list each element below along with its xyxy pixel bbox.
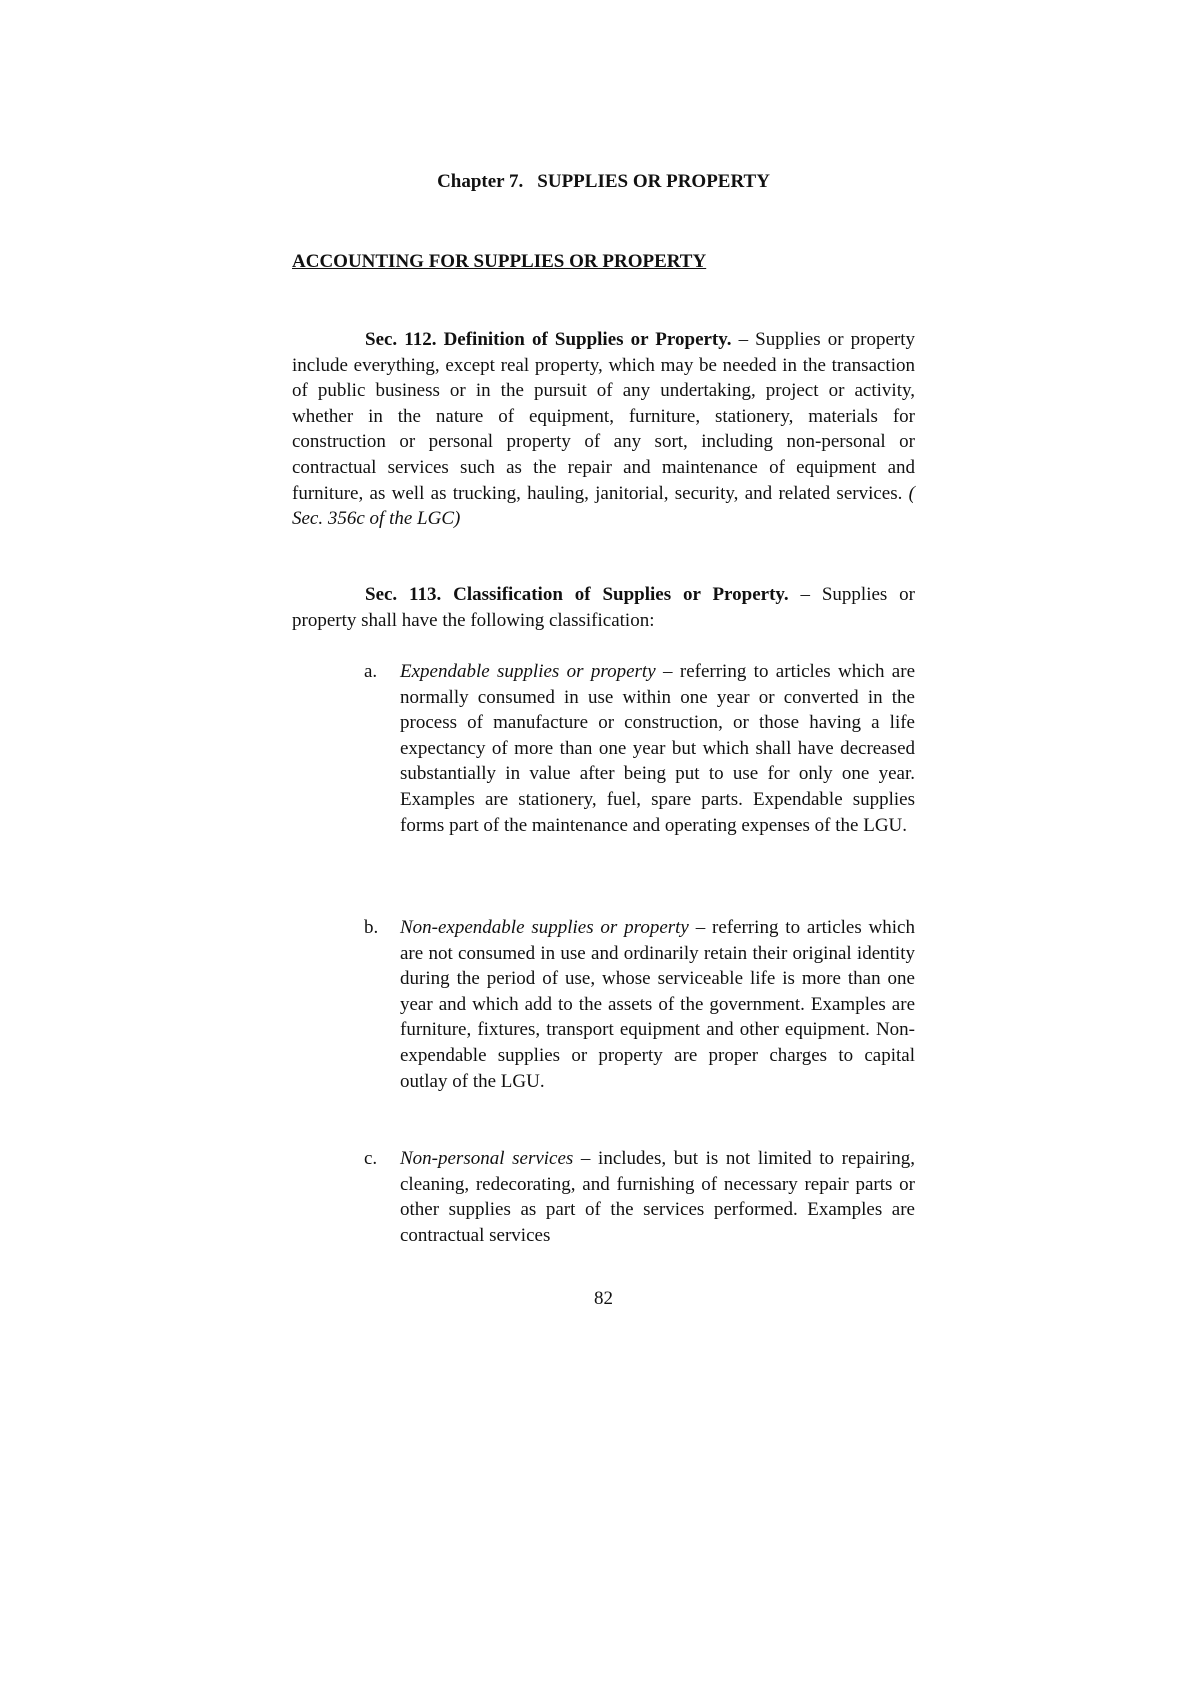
section-112-dash: – (731, 329, 756, 350)
classification-item-body (400, 1146, 915, 1248)
classification-item-c (364, 1146, 915, 1248)
list-marker: b. (364, 917, 379, 938)
chapter-number: Chapter 7. (437, 171, 524, 192)
list-marker: c. (364, 1148, 378, 1169)
classification-item-b (364, 915, 915, 1094)
chapter-name: SUPPLIES OR PROPERTY (537, 171, 770, 192)
classification-item-a (364, 659, 915, 838)
section-112-citation: ( Sec. 356c of the LGC) (292, 482, 915, 530)
classification-text: – includes, but is not limited to repairing, cleaning, redecorating, and furnishing of necessary repair parts or other supplies as part of the services performed. Examples are contractual services (400, 1148, 915, 1246)
section-113-paragraph (292, 582, 915, 633)
classification-term: Expendable supplies or property (400, 661, 656, 682)
section-112-body: Supplies or property include everything, except real property, which may be needed in the transaction of public business or in the pursuit of any undertaking, project or activity, whether in the nature of equipment, furniture, stationery, materials for construction or personal property of any sort, including non-personal or contractual services such as the repair and maintenance of equipment and furniture, as well as trucking, hauling, janitorial, security, and related services. (292, 329, 916, 504)
classification-text: – referring to articles which are not consumed in use and ordinarily retain their original identity during the period of use, whose serviceable life is more than one year and which add to the assets of the government. Examples are furniture, fixtures, transport equipment and other equipment. Non-expendable supplies or property are proper charges to capital outlay of the LGU. (400, 917, 915, 1092)
chapter-title (292, 170, 915, 194)
classification-text: – referring to articles which are normally consumed in use within one year or converted in the process of manufacture or construction, or those having a life expectancy of more than one year but which shall have decreased substantially in value after being put to use for only one year. Examples are stationery, fuel, spare parts. Expendable supplies forms part of the maintenance and operating expenses of the LGU. (400, 661, 915, 836)
section-113-heading: Sec. 113. Classification of Supplies or Property. (365, 584, 789, 605)
section-112-paragraph (292, 327, 915, 532)
section-heading: ACCOUNTING FOR SUPPLIES OR PROPERTY (292, 251, 707, 272)
classification-item-body (400, 915, 915, 1094)
section-113-body: Supplies or property shall have the following classification: (292, 584, 916, 631)
section-113-dash: – (788, 584, 822, 605)
list-marker: a. (364, 661, 378, 682)
classification-item-body (400, 659, 915, 838)
page-number: 82 (594, 1288, 613, 1309)
classification-term: Non-expendable supplies or property (400, 917, 689, 938)
classification-term: Non-personal services (400, 1148, 574, 1169)
section-112-heading: Sec. 112. Definition of Supplies or Property. (365, 329, 732, 350)
